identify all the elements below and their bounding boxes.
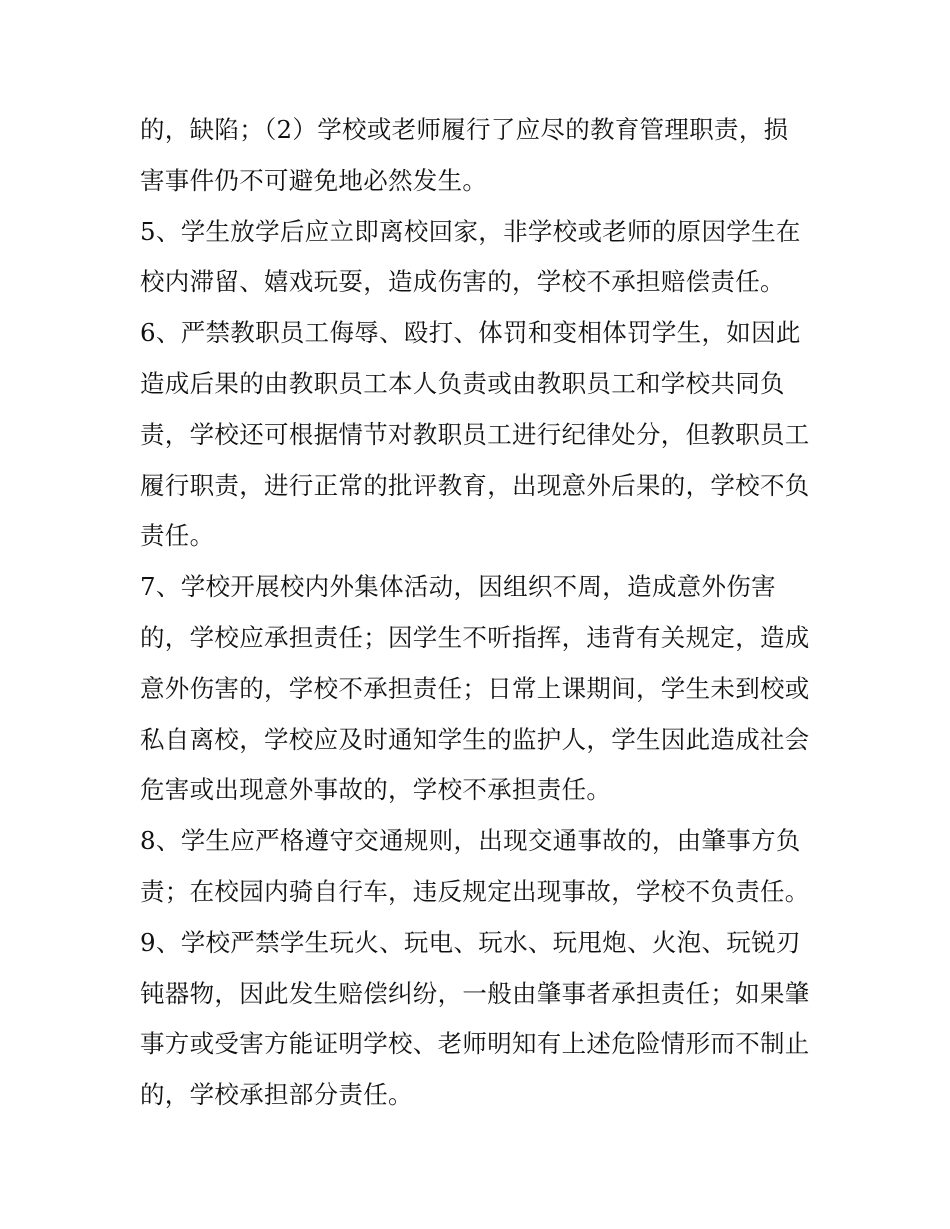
text-line: 校内滞留、嬉戏玩耍，造成伤害的，学校不承担赔偿责任。 — [140, 267, 785, 297]
text-line: 害事件仍不可避免地必然发生。 — [140, 165, 488, 195]
text-line: 6、严禁教职员工侮辱、殴打、体罚和变相体罚学生，如因此 — [140, 318, 801, 348]
text-line: 私自离校，学校应及时通知学生的监护人，学生因此造成社会 — [140, 724, 810, 754]
text-line: 7、学校开展校内外集体活动，因组织不周，造成意外伤害 — [140, 572, 776, 602]
text-line: 的，缺陷；（2）学校或老师履行了应尽的教育管理职责，损 — [140, 115, 789, 144]
text-line: 的，学校承担部分责任。 — [140, 1080, 413, 1110]
text-line: 钝器物，因此发生赔偿纠纷，一般由肇事者承担责任；如果肇 — [140, 978, 810, 1008]
text-line: 8、学生应严格遵守交通规则，出现交通事故的，由肇事方负 — [140, 826, 801, 856]
document-body — [140, 105, 820, 1121]
text-line: 意外伤害的，学校不承担责任；日常上课期间，学生未到校或 — [140, 673, 810, 703]
text-line: 责，学校还可根据情节对教职员工进行纪律处分，但教职员工 — [140, 419, 810, 449]
text-line: 危害或出现意外事故的，学校不承担责任。 — [140, 775, 612, 805]
text-line: 责任。 — [140, 521, 215, 551]
text-line: 履行职责，进行正常的批评教育，出现意外后果的，学校不负 — [140, 470, 810, 500]
text-line: 造成后果的由教职员工本人负责或由教职员工和学校共同负 — [140, 368, 785, 398]
text-line: 责；在校园内骑自行车，违反规定出现事故，学校不负责任。 — [140, 876, 810, 906]
text-line: 9、学校严禁学生玩火、玩电、玩水、玩甩炮、火泡、玩锐刃 — [140, 927, 801, 957]
text-line: 的，学校应承担责任；因学生不听指挥，违背有关规定，造成 — [140, 622, 810, 652]
text-line: 5、学生放学后应立即离校回家，非学校或老师的原因学生在 — [140, 216, 801, 246]
text-line: 事方或受害方能证明学校、老师明知有上述危险情形而不制止 — [140, 1029, 810, 1059]
